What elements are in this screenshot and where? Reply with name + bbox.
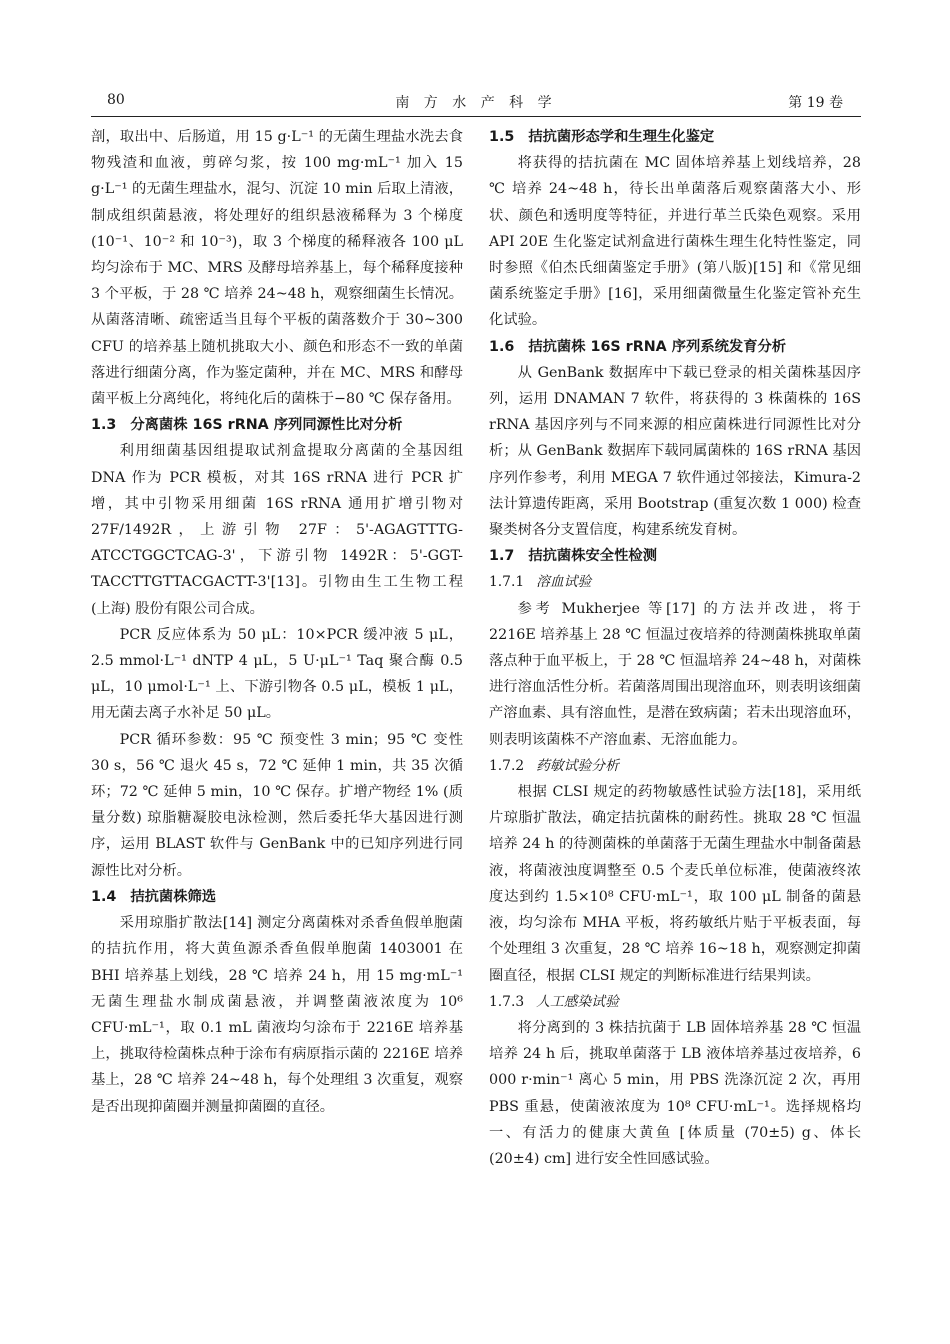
paragraph: 采用琼脂扩散法[14] 测定分离菌株对杀香鱼假单胞菌的拮抗作用，将大黄鱼源杀香鱼假单胞菌 1403001 在 BHI 培养基上划线，28 ℃ 培养 24 h，用 15 mg·mL⁻¹无菌生理盐水制成菌悬液，并调整菌液浓度为 10⁶ CFU·mL⁻¹，取 0.1 mL 菌液均匀涂布于 2216E 培养基上，挑取待检菌株点种于涂布有病原指示菌的 2216E 培养基上，28 ℃ 培养 24~48 h，每个处理组 3 次重复，观察是否出现抑菌圈并测量抑菌圈的直径。 xyxy=(91,915,463,1115)
section-heading-1-7: 1.7 拮抗菌株安全性检测 xyxy=(489,548,657,565)
running-header xyxy=(91,86,861,117)
volume-label: 第 19 卷 xyxy=(788,95,843,111)
page-number: 80 xyxy=(107,92,125,108)
subsection-heading-1-7-1: 1.7.1 溶血试验 xyxy=(489,574,592,591)
paragraph: 将获得的拮抗菌在 MC 固体培养基上划线培养，28 ℃ 培养 24~48 h，待长出单菌落后观察菌落大小、形状、颜色和透明度等特征，并进行革兰氏染色观察。采用 API 20E 生化鉴定试剂盒进行菌株生理生化特性鉴定，同时参照《伯杰氏细菌鉴定手册》(第八版)[15] 和《常见细菌系统鉴定手册》[16]，采用细菌微量生化鉴定管补充生化试验。 xyxy=(489,155,861,329)
section-heading-1-5: 1.5 拮抗菌形态学和生理生化鉴定 xyxy=(489,129,715,145)
right-column xyxy=(489,124,861,1172)
paragraph: PCR 反应体系为 50 μL：10×PCR 缓冲液 5 μL，2.5 mmol·L⁻¹ dNTP 4 μL，5 U·μL⁻¹ Taq 聚合酶 0.5 μL，10 μmol·L⁻¹ 上、下游引物各 0.5 μL，模板 1 μL，用无菌去离子水补足 50 μL。 xyxy=(91,626,463,722)
subsection-heading-1-7-2: 1.7.2 药敏试验分析 xyxy=(489,757,619,774)
paragraph: 根据 CLSI 规定的药物敏感性试验方法[18]，采用纸片琼脂扩散法，确定拮抗菌株的耐药性。挑取 28 ℃ 恒温培养 24 h 的待测菌株的单菌落于无菌生理盐水中制备菌悬液，将菌液浊度调整至 0.5 个麦氏单位标准，使菌液终浓度达到约 1.5×10⁸ CFU·mL⁻¹，取 100 μL 制备的菌悬液，均匀涂布 MHA 平板，将药敏纸片贴于平板表面，每个处理组 3 次重复，28 ℃ 培养 16~18 h，观察测定抑菌圈直径，根据 CLSI 规定的判断标准进行结果判读。 xyxy=(489,784,861,984)
section-heading-1-6: 1.6 拮抗菌株 16S rRNA 序列系统发育分析 xyxy=(489,338,787,355)
paragraph: 将分离到的 3 株拮抗菌于 LB 固体培养基 28 ℃ 恒温培养 24 h 后，挑取单菌落于 LB 液体培养基过夜培养，6 000 r·min⁻¹ 离心 5 min，用 PBS 洗涤沉淀 2 次，再用 PBS 重悬，使菌液浓度为 10⁸ CFU·mL⁻¹。选择规格均一、有活力的健康大黄鱼 [体质量 (70±5) g、体长 (20±4) cm] 进行安全性回感试验。 xyxy=(489,1019,861,1167)
paragraph: 从 GenBank 数据库中下载已登录的相关菌株基因序列，运用 DNAMAN 7 软件，将获得的 3 株菌株的 16S rRNA 基因序列与不同来源的相应菌株进行同源性比对分析；从 GenBank 数据库下载同属菌株的 16S rRNA 基因序列作参考，利用 MEGA 7 软件通过邻接法，Kimura-2 法计算遗传距离，采用 Bootstrap (重复次数 1 000) 检查聚类树各分支置信度，构建系统发育树。 xyxy=(489,364,861,539)
paragraph: 参考 Mukherjee 等[17] 的方法并改进，将于 2216E 培养基上 28 ℃ 恒温过夜培养的待测菌株挑取单菌落点种于血平板上，于 28 ℃ 恒温培养 24~48 h，对菌株进行溶血活性分析。若菌落周围出现溶血环，则表明该细菌产溶血素、具有溶血性，是潜在致病菌；若未出现溶血环，则表明该菌株不产溶血素、无溶血能力。 xyxy=(489,600,861,748)
journal-title: 南 方 水 产 科 学 xyxy=(395,95,557,111)
paragraph: 剖，取出中、后肠道，用 15 g·L⁻¹ 的无菌生理盐水洗去食物残渣和血液，剪碎匀浆，按 100 mg·mL⁻¹ 加入 15 g·L⁻¹ 的无菌生理盐水，混匀、沉淀 10 min 后取上清液，制成组织菌悬液，将处理好的组织悬液稀释为 3 个梯度 (10⁻¹、10⁻² 和 10⁻³)，取 3 个梯度的稀释液各 100 μL 均匀涂布于 MC、MRS 及酵母培养基上，每个稀释度接种 3 个平板，于 28 ℃ 培养 24~48 h，观察细菌生长情况。从菌落清晰、疏密适当且每个平板的菌落数介于 30~300 CFU 的培养基上随机挑取大小、颜色和形态不一致的单菌落进行细菌分离，作为鉴定菌种，并在 MC、MRS 和酵母菌平板上分离纯化，将纯化后的菌株于−80 ℃ 保存备用。 xyxy=(91,129,463,408)
left-column xyxy=(91,124,463,1120)
section-heading-1-3: 1.3 分离菌株 16S rRNA 序列同源性比对分析 xyxy=(91,417,403,434)
paragraph: 利用细菌基因组提取试剂盒提取分离菌的全基因组 DNA 作为 PCR 模板，对其 16S rRNA 进行 PCR 扩增，其中引物采用细菌 16S rRNA 通用扩增引物对 27F/1492R，上游引物 27F：5'-AGAGTTTG-ATCCTGGCTCAG-3'，下游引物 1492R：5'-GGT-TACCTTGTTACGACTT-3'[13]。引物由生工生物工程 (上海) 股份有限公司合成。 xyxy=(91,443,463,617)
subsection-heading-1-7-3: 1.7.3 人工感染试验 xyxy=(489,993,619,1010)
section-heading-1-4: 1.4 拮抗菌株筛选 xyxy=(91,888,217,905)
paragraph: PCR 循环参数：95 ℃ 预变性 3 min；95 ℃ 变性 30 s，56 ℃ 退火 45 s，72 ℃ 延伸 1 min，共 35 次循环；72 ℃ 延伸 5 min，10 ℃ 保存。扩增产物经 1% (质量分数) 琼脂糖凝胶电泳检测，然后委托华大基因进行测序，运用 BLAST 软件与 GenBank 中的已知序列进行同源性比对分析。 xyxy=(91,731,463,879)
